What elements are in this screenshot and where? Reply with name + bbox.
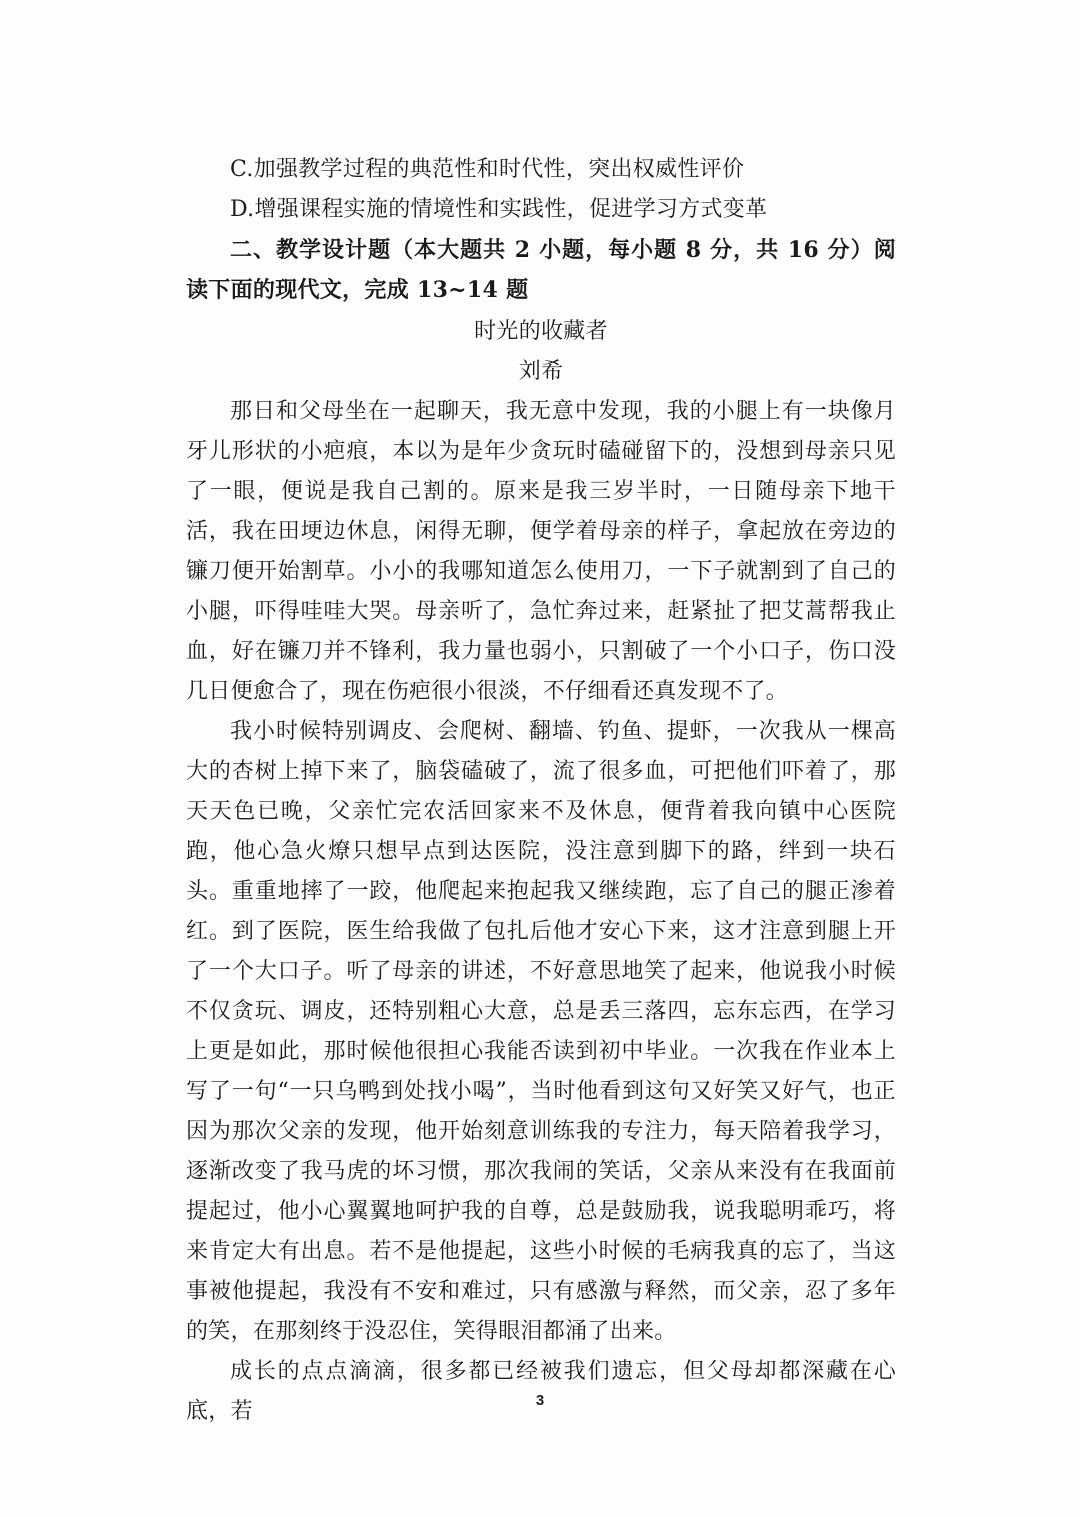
page-content	[186, 150, 896, 1432]
option-d: D.增强课程实施的情境性和实践性，促进学习方式变革	[230, 197, 768, 222]
article-paragraph-2: 我小时候特别调皮、会爬树、翻墙、钓鱼、提虾，一次我从一棵高大的杏树上掉下来了，脑袋磕破了，流了很多血，可把他们吓着了，那天天色已晚，父亲忙完农活回家来不及休息，便背着我向镇中心医院跑，他心急火燎只想早点到达医院，没注意到脚下的路，绊到一块石头。重重地摔了一跤，他爬起来抱起我又继续跑，忘了自己的腿正渗着红。到了医院，医生给我做了包扎后他才安心下来，这才注意到腿上开了一个大口子。听了母亲的讲述，不好意思地笑了起来，他说我小时候不仅贪玩、调皮，还特别粗心大意，总是丢三落四，忘东忘西，在学习上更是如此，那时候他很担心我能否读到初中毕业。一次我在作业本上写了一句“一只乌鸭到处找小喝”，当时他看到这句又好笑又好气，也正因为那次父亲的发现，他开始刻意训练我的专注力，每天陪着我学习，逐渐改变了我马虎的坏习惯，那次我闹的笑话，父亲从来没有在我面前提起过，他小心翼翼地呵护我的自尊，总是鼓励我，说我聪明乖巧，将来肯定大有出息。若不是他提起，这些小时候的毛病我真的忘了，当这事被他提起，我没有不安和难过，只有感激与释然，而父亲，忍了多年的笑，在那刻终于没忍住，笑得眼泪都涌了出来。	[186, 719, 896, 1344]
option-c: C.加强教学过程的典范性和时代性，突出权威性评价	[230, 157, 745, 182]
article-paragraph-3: 成长的点点滴滴，很多都已经被我们遗忘，但父母却都深藏在心底，若	[186, 1359, 896, 1424]
article-author: 刘希	[518, 359, 564, 384]
section-heading: 二、教学设计题（本大题共 2 小题，每小题 8 分，共 16 分）阅读下面的现代文，完成 13~14 题	[186, 237, 896, 303]
page-number: 3	[535, 1392, 545, 1409]
article-paragraph-1: 那日和父母坐在一起聊天，我无意中发现，我的小腿上有一块像月牙儿形状的小疤痕，本以为是年少贪玩时磕碰留下的，没想到母亲只见了一眼，便说是我自己割的。原来是我三岁半时，一日随母亲下地干活，我在田埂边休息，闲得无聊，便学着母亲的样子，拿起放在旁边的镰刀便开始割草。小小的我哪知道怎么使用刀，一下子就割到了自己的小腿，吓得哇哇大哭。母亲听了，急忙奔过来，赶紧扯了把艾蒿帮我止血，好在镰刀并不锋利，我力量也弱小，只割破了一个小口子，伤口没几日便愈合了，现在伤疤很小很淡，不仔细看还真发现不了。	[186, 399, 896, 704]
article-title: 时光的收藏者	[474, 319, 608, 344]
